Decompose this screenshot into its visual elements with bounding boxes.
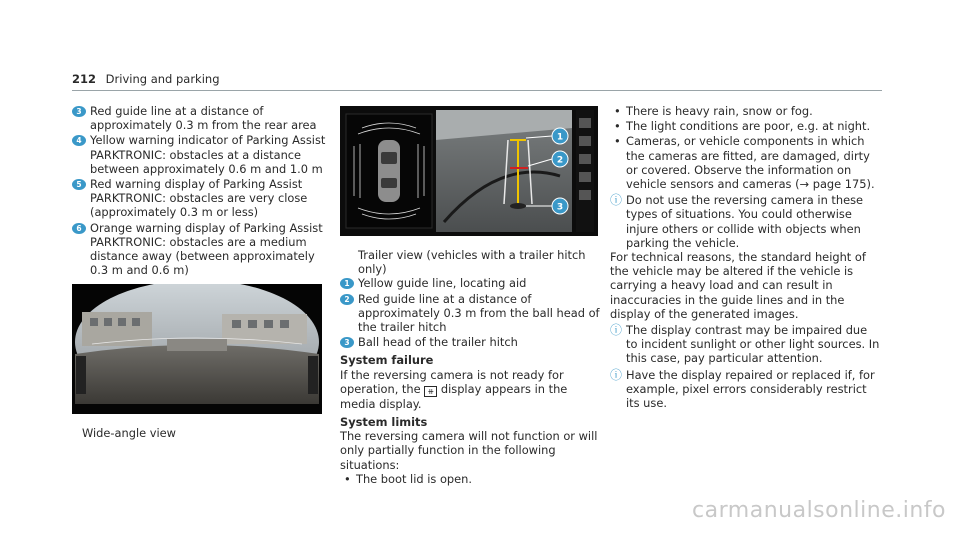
list-item [610,134,880,191]
bullet-text: There is heavy rain, snow or fog. [626,104,813,118]
page-header [72,72,882,86]
info-icon: ⓘ [610,193,623,208]
bullet-text: Cameras, or vehicle components in which the cameras are fitted, are damaged, dirty or covered. Observe the information on vehicle sensors and cameras (→ page 175). [626,134,875,192]
callout-number: 6 [72,223,86,234]
figure-caption: Wide-angle view [82,426,176,440]
list-item-text: Red warning display of Parking Assist PARKTRONIC: obstacles are very close (approximately 0.3 m or less) [90,177,308,220]
list-item-text: Yellow warning indicator of Parking Assist PARKTRONIC: obstacles at a distance between approximately 0.6 m and 1.0 m [90,133,326,176]
bullet-icon: • [344,471,351,486]
trailer-view-camera-image [340,106,598,236]
watermark: carmanualsonline.info [692,498,946,523]
page-number: 212 [72,72,97,86]
info-icon: ⓘ [610,323,623,338]
callout-number: 3 [340,337,354,348]
list-item-text: Orange warning display of Parking Assist PARKTRONIC: obstacles are a medium distance away (between approximately 0.3 m and 0.6 m) [90,220,323,278]
list-item [72,133,332,176]
bullet-icon: • [614,104,621,118]
column-3 [610,104,880,410]
callout-3: 3 [556,202,564,213]
callout-number: 3 [72,106,86,117]
failure-text-a: If the reversing camera is not ready for operation, the [340,367,564,396]
note-text: Do not use the reversing camera in these types of situations. You could otherwise injure others or collide with objects when parking the vehicle. [626,193,864,250]
list-item-text: Ball head of the trailer hitch [358,335,518,350]
list-item [340,292,602,335]
system-failure-heading: System failure [340,353,434,368]
list-item [72,177,332,220]
callout-number: 4 [72,135,86,146]
paragraph: For technical reasons, the standard height of the vehicle may be altered if the vehicle is carrying a heavy load and can result in inaccuracies in the guide lines and in the display of the generated images. [610,250,866,321]
note [610,323,880,366]
section-title: Driving and parking [105,72,220,86]
system-limits-text: The reversing camera will not function or will only partially function in the following situations: [340,429,598,472]
column-2 [340,248,602,487]
header-divider [72,90,882,91]
info-icon: ⓘ [610,367,623,382]
wide-angle-camera-image [72,284,322,414]
bullet-text: The boot lid is open. [356,471,473,486]
callout-2: 2 [556,155,564,166]
system-failure-text [340,368,602,411]
bullet-icon: • [614,134,621,149]
list-item [72,104,332,132]
list-item [610,119,880,133]
list-item [340,335,602,349]
wide-angle-caption-wrap [72,426,332,440]
callout-number: 5 [72,179,86,190]
note-text: The display contrast may be impaired due to incident sunlight or other light sources. In this case, pay particular attention. [626,323,880,366]
callout-number: 2 [340,294,354,305]
bullet-icon: • [614,119,621,134]
failure-text-b: display appears in the media display. [340,381,568,411]
note [610,193,880,250]
camera-off-icon: ⧺ [424,386,437,397]
figure-caption: Trailer view (vehicles with a trailer hitch only) [358,248,586,277]
list-item-text: Yellow guide line, locating aid [358,276,527,291]
callout-1: 1 [556,132,564,143]
list-item [72,221,332,278]
list-item [610,104,880,118]
list-item [340,276,602,290]
list-item-text: Red guide line at a distance of approximately 0.3 m from the ball head of the trailer hitch [358,291,600,335]
note [610,368,880,411]
callout-number: 1 [340,278,354,289]
column-1 [72,104,332,278]
system-limits-heading: System limits [340,415,428,430]
list-item [340,472,602,486]
note-text: Have the display repaired or replaced if, for example, pixel errors considerably restrict its use. [626,367,875,411]
list-item-text: Red guide line at a distance of approximately 0.3 m from the rear area [90,104,317,133]
bullet-text: The light conditions are poor, e.g. at night. [626,119,871,134]
